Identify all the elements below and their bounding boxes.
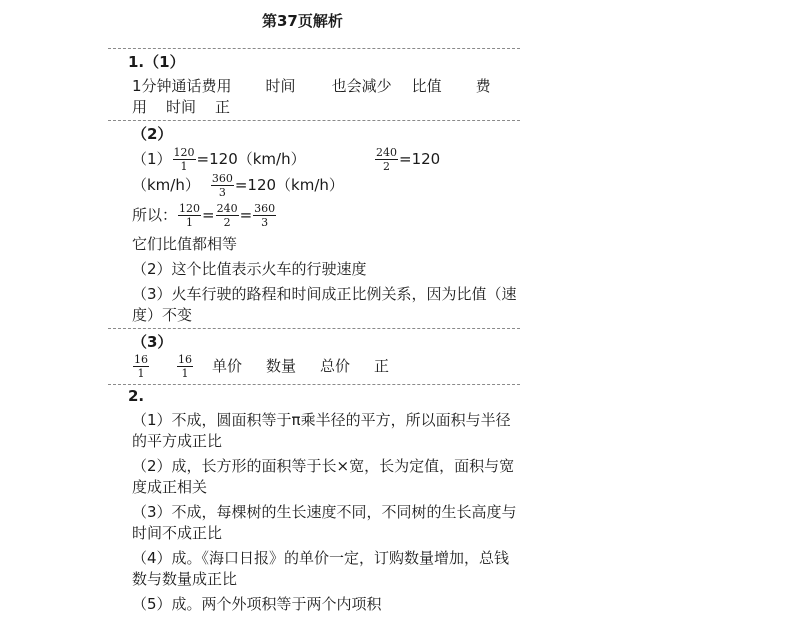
- answer-blank-1: 1分钟通话费用: [132, 77, 232, 95]
- page-title: 第37页解析: [262, 12, 343, 30]
- proportion-statement: （3）火车行驶的路程和时间成正比例关系，因为比值（速度）不变: [132, 285, 517, 324]
- numerator: 240: [376, 146, 397, 159]
- question-2-item-1: （1）不成，圆面积等于π乘半径的平方，所以面积与半径的平方成正比: [132, 411, 511, 450]
- ratio-meaning-statement: （2）这个比值表示火车的行驶速度: [132, 260, 367, 278]
- fraction: [375, 147, 398, 172]
- fraction: [133, 354, 149, 379]
- answer-blank: 正: [374, 357, 390, 375]
- answer-blank: 单价: [212, 357, 243, 375]
- result-text: =120（km/h）: [196, 150, 306, 168]
- numerator: 16: [134, 353, 148, 366]
- denominator: 1: [180, 160, 188, 173]
- question-1-1-answers: [132, 76, 491, 97]
- denominator: 3: [218, 186, 226, 199]
- question-1-2-label: （2）: [132, 125, 173, 143]
- question-2-item-2: （2）成，长方形的面积等于长×宽，长为定值，面积与宽度成正相关: [132, 457, 515, 496]
- fraction: [178, 203, 201, 228]
- speed-calc-line-1: [132, 147, 306, 172]
- denominator: 3: [261, 216, 269, 229]
- numerator: 120: [173, 146, 195, 159]
- question-1-1-label: 1.（1）: [128, 53, 185, 71]
- numerator: 360: [254, 202, 276, 215]
- speed-calc-conclusion: [132, 203, 277, 228]
- result-text: =120（km/h）: [234, 176, 344, 194]
- divider: [108, 48, 520, 49]
- answer-blank: 总价: [320, 357, 351, 375]
- answer-blank-4: 比值: [411, 77, 442, 95]
- sub-label: （1）: [132, 150, 172, 168]
- answer-blank: 数量: [266, 357, 297, 375]
- fraction: [173, 147, 196, 172]
- question-1-3-answers: [132, 354, 389, 379]
- denominator: 2: [223, 216, 231, 229]
- equals-sign: =: [239, 206, 253, 224]
- question-2-label: 2.: [128, 387, 145, 405]
- question-2-item-3: （3）不成，每棵树的生长速度不同，不同树的生长高度与时间不成正比: [132, 503, 517, 542]
- numerator: 360: [211, 172, 233, 185]
- speed-calc-line-2: [132, 173, 344, 198]
- answer-blank-5: 费: [475, 77, 491, 95]
- divider: [108, 120, 520, 121]
- numerator: 16: [178, 353, 192, 366]
- denominator: 1: [137, 367, 145, 380]
- conclusion-prefix: 所以：: [132, 206, 178, 224]
- answer-blank-2: 时间: [265, 77, 296, 95]
- question-2-item-4: （4）成。《海口日报》的单价一定，订购数量增加，总钱数与数量成正比: [132, 549, 510, 588]
- answer-blank-3: 也会减少: [331, 77, 392, 95]
- numerator: 240: [216, 202, 238, 215]
- answer-blank-5-cont: 用: [132, 98, 148, 116]
- equals-sign: =: [202, 206, 215, 224]
- divider: [108, 328, 520, 329]
- question-1-1-answers-cont: [132, 97, 230, 118]
- answer-blank-6: 时间: [166, 98, 197, 116]
- denominator: 2: [383, 160, 390, 173]
- result-text: =120: [399, 150, 441, 168]
- denominator: 1: [181, 367, 189, 380]
- fraction: [216, 203, 239, 228]
- divider: [108, 384, 520, 385]
- answer-blank-7: 正: [215, 98, 231, 116]
- question-2-item-5: （5）成。两个外项积等于两个内项积: [132, 595, 382, 613]
- speed-calc-line-1b: [374, 147, 440, 172]
- fraction: [211, 173, 234, 198]
- question-1-3-label: （3）: [132, 333, 173, 351]
- unit-text: （km/h）: [132, 176, 200, 194]
- denominator: 1: [186, 216, 194, 229]
- ratio-equal-statement: 它们比值都相等: [132, 235, 238, 253]
- fraction: [253, 203, 276, 228]
- numerator: 120: [179, 202, 201, 215]
- fraction: [177, 354, 193, 379]
